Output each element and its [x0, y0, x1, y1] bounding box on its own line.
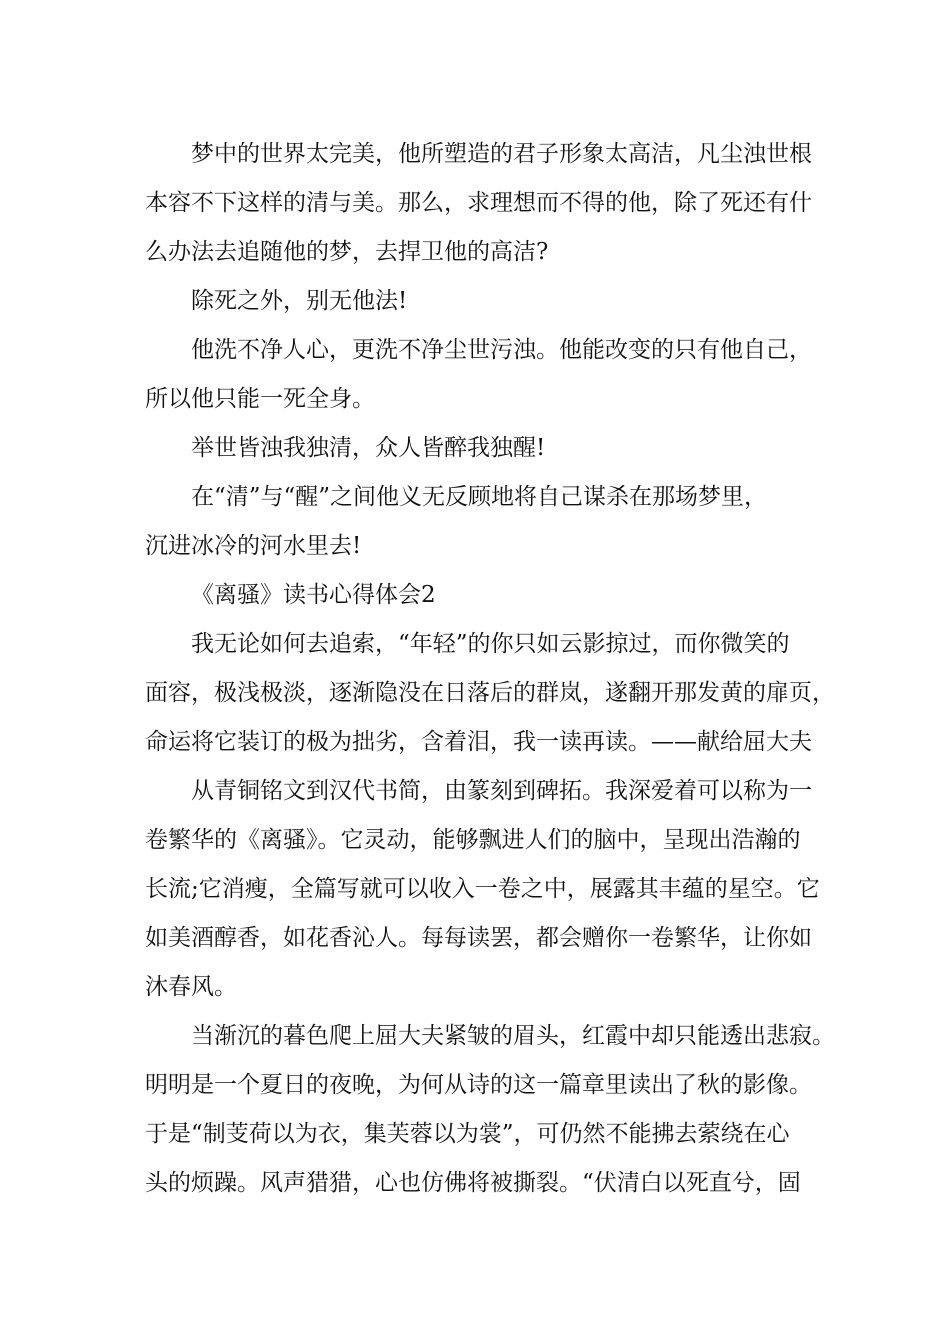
- text-line: 明明是一个夏日的夜晚，为何从诗的这一篇章里读出了秋的影像。: [145, 1072, 812, 1098]
- text-line: 面容，极浅极淡，逐渐隐没在日落后的群岚，遂翻开那发黄的扉页，: [145, 680, 835, 706]
- text-line: 他洗不净人心，更洗不净尘世污浊。他能改变的只有他自己，: [191, 337, 812, 363]
- text-line: 除死之外，别无他法!: [191, 288, 408, 314]
- text-line: 梦中的世界太完美，他所塑造的君子形象太高洁，凡尘浊世根: [191, 141, 812, 167]
- text-line: 么办法去追随他的梦，去捍卫他的高洁?: [145, 239, 549, 265]
- paragraph-1: [145, 130, 835, 277]
- text-line: 本容不下这样的清与美。那么，求理想而不得的他，除了死还有什: [145, 190, 812, 216]
- paragraph-6: [145, 620, 835, 767]
- paragraph-8: [145, 1012, 835, 1208]
- paragraph-5: [145, 473, 835, 571]
- text-line: 如美酒醇香，如花香沁人。每每读罢，都会赠你一卷繁华，让你如: [145, 925, 812, 951]
- text-line: 卷繁华的《离骚》。它灵动，能够飘进人们的脑中，呈现出浩瀚的: [145, 827, 801, 853]
- text-line: 从青铜铭文到汉代书简，由篆刻到碑拓。我深爱着可以称为一: [191, 778, 812, 804]
- paragraph-3: [145, 326, 835, 424]
- text-line: 我无论如何去追索，“年轻”的你只如云影掠过，而你微笑的: [191, 631, 790, 657]
- text-line: 沉进冰冷的河水里去!: [145, 533, 362, 559]
- section-title: 《离骚》读书心得体会2: [191, 582, 436, 608]
- text-line: 沐春风。: [145, 974, 237, 1000]
- paragraph-4: [145, 424, 835, 473]
- text-line: 举世皆浊我独清，众人皆醉我独醒!: [191, 435, 546, 461]
- text-line: 长流;它消瘦，全篇写就可以收入一卷之中，展露其丰蕴的星空。它: [145, 876, 820, 902]
- text-line: 在“清”与“醒”之间他义无反顾地将自己谋杀在那场梦里，: [191, 484, 768, 510]
- paragraph-2: [145, 277, 835, 326]
- document-body: [145, 130, 835, 1208]
- text-line: 命运将它装订的极为拙劣，含着泪，我一读再读。——献给屈大夫: [145, 729, 812, 755]
- text-line: 于是“制芰荷以为衣，集芙蓉以为裳”，可仍然不能拂去萦绕在心: [145, 1121, 790, 1147]
- text-line: 当渐沉的暮色爬上屈大夫紧皱的眉头，红霞中却只能透出悲寂。: [191, 1023, 835, 1049]
- text-line: 所以他只能一死全身。: [145, 386, 375, 412]
- text-line: 头的烦躁。风声猎猎，心也仿佛将被撕裂。“伏清白以死直兮，固: [145, 1170, 801, 1196]
- paragraph-7: [145, 767, 835, 1012]
